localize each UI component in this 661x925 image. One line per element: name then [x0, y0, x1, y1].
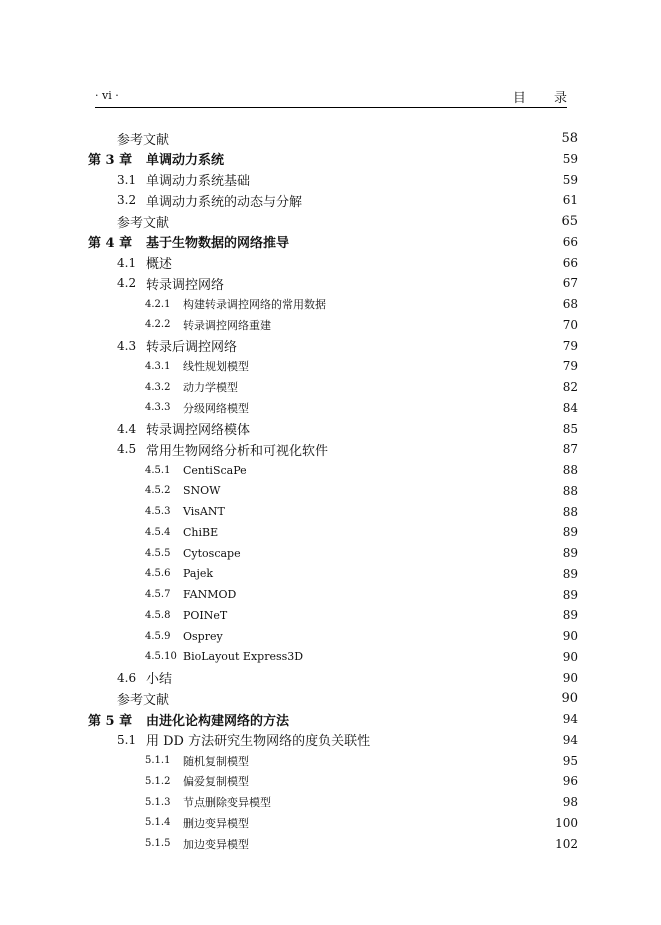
toc-entry-page: 90: [562, 629, 578, 643]
toc-entry: [145, 315, 578, 335]
toc-entry-page: 58: [561, 130, 578, 146]
dot-leader: [171, 691, 559, 705]
toc-entry-page: 95: [562, 753, 578, 768]
dot-leader: [291, 235, 561, 249]
toc-entry-title: 由进化论构建网络的方法: [146, 713, 290, 729]
toc-entry-page: 67: [562, 276, 578, 291]
toc-entry: [117, 730, 578, 750]
dot-leader: [249, 463, 561, 477]
toc-entry-page: 66: [562, 255, 578, 270]
toc-entry-number: 4.6: [117, 670, 137, 685]
toc-entry-page: 79: [562, 338, 578, 353]
toc-entry-number: 4.5.5: [145, 547, 171, 559]
toc-entry-page: 66: [562, 234, 578, 249]
toc-entry: [145, 481, 578, 501]
toc-entry: [117, 253, 578, 273]
dot-leader: [252, 173, 561, 187]
toc-entry-page: 89: [562, 525, 578, 540]
toc-entry-number: 4.2: [117, 276, 137, 291]
toc-entry-number: 第 5 章: [88, 713, 133, 729]
toc-entry: [88, 149, 578, 169]
toc-entry-number: 4.5.9: [145, 630, 171, 642]
toc-entry: [117, 211, 578, 231]
dot-leader: [273, 795, 561, 809]
toc-entry-number: 4.5.7: [145, 589, 171, 600]
toc-entry-number: 4.3: [117, 338, 137, 353]
toc-entry-title: 参考文献: [117, 132, 170, 148]
toc-entry: [145, 460, 578, 480]
running-title: 目 录: [512, 91, 579, 106]
toc-entry-number: 5.1.3: [145, 796, 171, 808]
toc-entry-page: 102: [555, 836, 578, 851]
toc-entry: [145, 585, 578, 605]
toc-entry: [145, 626, 578, 646]
toc-entry: [117, 419, 578, 439]
toc-entry: [145, 834, 578, 854]
dot-leader: [240, 380, 561, 394]
dot-leader: [252, 422, 561, 436]
toc-entry-number: 4.2.2: [145, 319, 171, 331]
dot-leader: [251, 359, 561, 373]
page-number: · vi ·: [95, 89, 119, 102]
toc-entry-page: 70: [562, 317, 578, 332]
dot-leader: [225, 629, 561, 643]
dot-leader: [229, 608, 560, 622]
toc-entry-number: 4.3.3: [145, 402, 171, 414]
toc-entry-title: 小结: [146, 672, 173, 687]
toc-entry-number: 5.1.1: [145, 755, 171, 766]
toc-entry-number: 4.5.6: [145, 568, 171, 580]
toc-entry: [145, 813, 578, 833]
toc-entry-page: 85: [562, 421, 578, 436]
toc-entry: [117, 273, 578, 293]
dot-leader: [304, 193, 561, 207]
toc-entry: [88, 709, 578, 729]
toc-entry-title: Pajek: [183, 567, 214, 581]
toc-entry-title: CentiScaPe: [183, 463, 247, 477]
toc-entry: [145, 522, 578, 542]
toc-entry-number: 3.1: [117, 172, 137, 187]
toc-entry-page: 87: [562, 442, 578, 457]
toc-entry-title: 单调动力系统的动态与分解: [146, 194, 303, 210]
toc-entry-page: 88: [562, 463, 578, 477]
toc-entry-title: 动力学模型: [183, 381, 238, 394]
toc-entry: [145, 771, 578, 791]
toc-entry: [117, 439, 578, 459]
toc-entry: [117, 170, 578, 190]
toc-entry-page: 96: [562, 774, 578, 789]
toc-entry-number: 4.5.2: [145, 485, 171, 497]
toc-entry-page: 88: [562, 483, 578, 498]
toc-entry-page: 98: [562, 795, 578, 809]
toc-entry-number: 4.5.10: [145, 651, 177, 663]
toc-entry: [145, 398, 578, 418]
dot-leader: [226, 276, 561, 290]
toc-entry-page: 68: [562, 297, 578, 311]
dot-leader: [372, 733, 561, 747]
toc-entry-title: 参考文献: [117, 215, 170, 231]
toc-entry-title: 单调动力系统基础: [146, 174, 251, 189]
toc-entry: [145, 564, 578, 584]
toc-entry-number: 4.2.1: [145, 298, 171, 310]
dot-leader: [238, 588, 560, 602]
dot-leader: [220, 525, 561, 539]
dot-leader: [251, 816, 553, 830]
toc-entry-title: 线性规划模型: [183, 360, 249, 374]
toc-entry: [117, 668, 578, 688]
dot-leader: [251, 774, 561, 788]
toc-entry-number: 5.1: [117, 732, 137, 747]
toc-entry-title: ChiBE: [183, 525, 219, 539]
toc-entry-title: 转录后调控网络: [146, 340, 238, 355]
toc-entry: [145, 647, 578, 667]
toc-entry-number: 4.5: [117, 442, 137, 457]
toc-entry-title: Cytoscape: [183, 546, 241, 560]
toc-entry-title: 概述: [146, 257, 173, 272]
toc-entry: [145, 502, 578, 522]
dot-leader: [291, 712, 561, 726]
toc-entry-page: 65: [561, 213, 578, 229]
toc-entry-title: SNOW: [183, 484, 221, 498]
dot-leader: [223, 484, 561, 498]
toc-entry-title: 转录调控网络: [146, 277, 225, 293]
toc-entry: [145, 792, 578, 812]
toc-entry-page: 84: [562, 400, 578, 415]
toc-entry: [145, 543, 578, 563]
toc-entry: [145, 751, 578, 771]
toc-entry: [117, 190, 578, 210]
dot-leader: [243, 546, 561, 560]
toc-entry-title: 基于生物数据的网络推导: [146, 236, 290, 252]
toc-entry-title: VisANT: [183, 505, 225, 518]
toc-entry-title: 构建转录调控网络的常用数据: [183, 298, 326, 311]
dot-leader: [174, 256, 561, 270]
toc-entry-title: 节点删除变异模型: [183, 796, 271, 809]
toc-entry-title: FANMOD: [183, 588, 237, 601]
toc-entry-title: 分级网络模型: [183, 401, 249, 415]
toc-entry-number: 第 3 章: [88, 153, 133, 169]
toc-entry-page: 88: [562, 504, 578, 519]
toc-entry-title: BioLayout Express3D: [183, 650, 304, 664]
dot-leader: [305, 650, 561, 664]
toc-entry-title: 加边变异模型: [183, 837, 249, 851]
toc-entry-number: 4.3.2: [145, 381, 171, 393]
dot-leader: [239, 339, 561, 353]
dot-leader: [215, 567, 561, 581]
toc-entry-number: 4.5.1: [145, 464, 171, 476]
dot-leader: [330, 442, 561, 456]
toc-entry-number: 4.4: [117, 421, 137, 436]
toc-entry-page: 90: [561, 690, 578, 706]
toc-entry-page: 59: [562, 172, 578, 187]
toc-entry: [145, 377, 578, 397]
toc-entry-page: 89: [562, 587, 578, 602]
toc-entry: [88, 232, 578, 252]
toc-entry-title: Osprey: [183, 629, 223, 643]
dot-leader: [226, 152, 561, 166]
toc-entry-number: 3.2: [117, 193, 137, 208]
toc-entry-page: 94: [562, 732, 578, 747]
toc-entry-title: 用 DD 方法研究生物网络的度负关联性: [146, 734, 371, 750]
toc-entry-page: 89: [562, 608, 578, 623]
toc-entry-title: 单调动力系统: [146, 153, 225, 169]
toc-entry-number: 4.1: [117, 255, 137, 270]
toc-entry-title: 偏爱复制模型: [183, 775, 249, 789]
toc-entry-page: 79: [562, 359, 578, 374]
toc-entry: [117, 128, 578, 148]
toc-entry: [117, 336, 578, 356]
toc-entry-page: 61: [562, 193, 578, 208]
toc-entry-page: 82: [562, 380, 578, 394]
dot-leader: [251, 401, 561, 415]
dot-leader: [273, 318, 561, 332]
toc-entry-title: 常用生物网络分析和可视化软件: [146, 443, 329, 459]
toc-entry-number: 第 4 章: [88, 236, 133, 252]
dot-leader: [227, 505, 561, 519]
toc-entry-page: 90: [562, 670, 578, 685]
toc-entry-number: 5.1.4: [145, 817, 171, 829]
toc-entry-page: 94: [562, 712, 578, 726]
toc-entry-title: 参考文献: [117, 692, 170, 708]
toc-entry-page: 59: [562, 151, 578, 166]
running-header: [95, 87, 579, 108]
toc-entry: [145, 294, 578, 314]
toc-entry-page: 100: [555, 815, 578, 830]
toc-entry-number: 4.5.4: [145, 526, 171, 538]
toc-entry-title: 随机复制模型: [183, 754, 249, 768]
toc-entry-page: 89: [562, 546, 578, 560]
toc-entry-title: POINeT: [183, 608, 228, 622]
dot-leader: [251, 754, 561, 768]
dot-leader: [171, 131, 559, 145]
toc-entry-page: 89: [562, 566, 578, 581]
toc-entry: [145, 605, 578, 625]
toc-entry-number: 4.5.3: [145, 506, 171, 517]
toc-entry-title: 转录调控网络重建: [183, 318, 271, 332]
toc-entry-page: 90: [562, 649, 578, 664]
toc-entry-number: 4.3.1: [145, 360, 171, 372]
toc-entry: [145, 356, 578, 376]
toc-entry-number: 5.1.2: [145, 775, 171, 787]
dot-leader: [328, 297, 561, 311]
toc-entry-number: 4.5.8: [145, 609, 171, 621]
toc-entry: [117, 688, 578, 708]
dot-leader: [174, 671, 561, 685]
toc-entry-title: 转录调控网络模体: [146, 423, 251, 438]
dot-leader: [251, 837, 553, 851]
toc-entry-number: 5.1.5: [145, 838, 171, 849]
toc-entry-title: 删边变异模型: [183, 816, 249, 830]
dot-leader: [171, 214, 559, 228]
